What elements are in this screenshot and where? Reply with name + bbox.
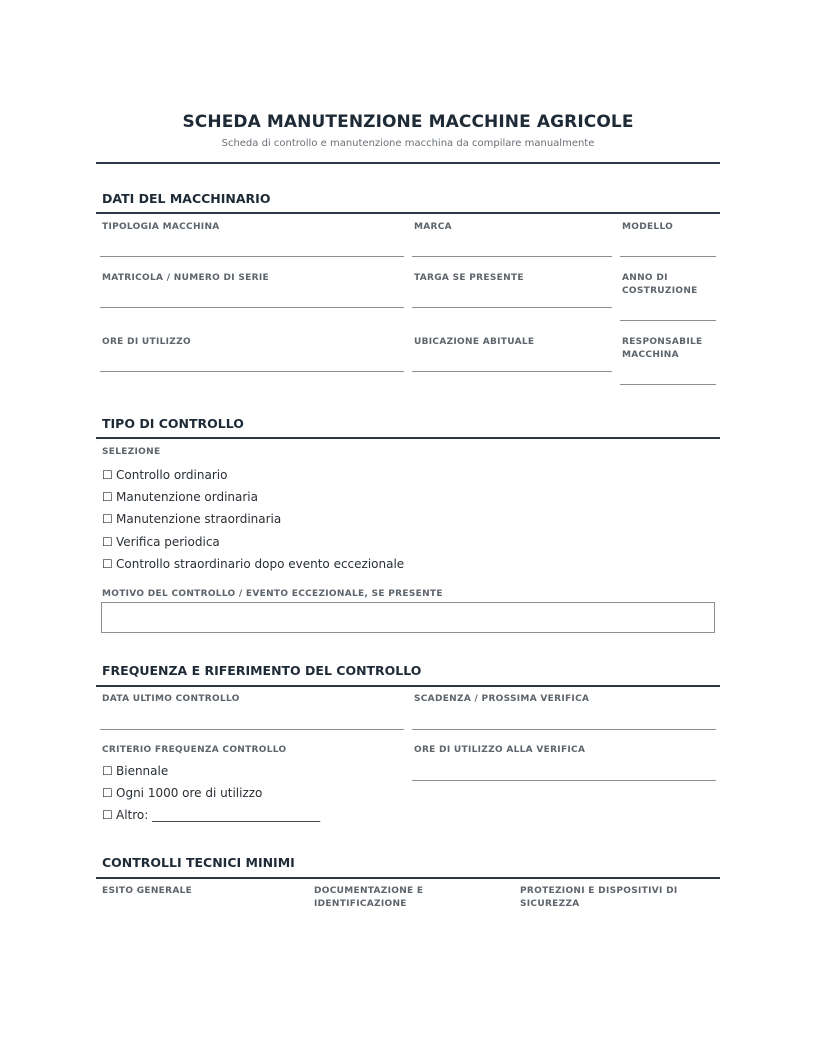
field-label-machine-manager-line1: RESPONSABILE (622, 337, 703, 347)
field-line-brand[interactable] (412, 256, 612, 257)
field-label-plate: TARGA SE PRESENTE (414, 273, 524, 283)
control-type-option-ordinary-check[interactable] (102, 468, 227, 482)
field-line-usage-hours[interactable] (100, 371, 404, 372)
checkbox-icon[interactable]: ☐ (102, 786, 113, 800)
field-label-construction-year-line2: COSTRUZIONE (622, 286, 698, 296)
checkbox-icon[interactable]: ☐ (102, 535, 113, 549)
column-label-documentation-line2: IDENTIFICAZIONE (314, 899, 407, 909)
field-label-brand: MARCA (414, 222, 452, 232)
option-label: Manutenzione ordinaria (116, 490, 258, 504)
field-line-next-check[interactable] (412, 729, 716, 730)
field-line-machine-type[interactable] (100, 256, 404, 257)
column-label-safety-devices-line2: SICUREZZA (520, 899, 580, 909)
document-title: SCHEDA MANUTENZIONE MACCHINE AGRICOLE (182, 112, 634, 132)
section-divider (96, 437, 720, 439)
field-label-machine-manager (622, 336, 702, 362)
field-label-serial-number: MATRICOLA / NUMERO DI SERIE (102, 273, 269, 283)
column-label-general-outcome: ESITO GENERALE (102, 886, 193, 896)
field-label-selection: SELEZIONE (102, 447, 161, 457)
control-type-option-extraordinary-maintenance[interactable] (102, 512, 281, 526)
section-title-control-type: TIPO DI CONTROLLO (102, 416, 244, 431)
field-label-machine-type: TIPOLOGIA MACCHINA (102, 222, 220, 232)
field-line-location[interactable] (412, 371, 612, 372)
section-divider (96, 877, 720, 879)
column-label-safety-devices-line1: PROTEZIONI E DISPOSITIVI DI (520, 886, 678, 896)
field-line-serial-number[interactable] (100, 307, 404, 308)
document-subtitle: Scheda di controllo e manutenzione macchina da compilare manualmente (221, 138, 595, 149)
field-label-location: UBICAZIONE ABITUALE (414, 337, 535, 347)
field-label-construction-year (622, 272, 698, 298)
field-line-hours-at-check[interactable] (412, 780, 716, 781)
frequency-option-every-1000-hours[interactable] (102, 786, 262, 800)
section-title-technical-checks: CONTROLLI TECNICI MINIMI (102, 855, 295, 870)
column-label-documentation-line1: DOCUMENTAZIONE E (314, 886, 424, 896)
section-title-machine-data: DATI DEL MACCHINARIO (102, 191, 271, 206)
field-label-frequency-criterion: CRITERIO FREQUENZA CONTROLLO (102, 745, 287, 755)
option-label: Manutenzione straordinaria (116, 512, 282, 526)
field-label-last-check-date: DATA ULTIMO CONTROLLO (102, 694, 240, 704)
field-line-model[interactable] (620, 256, 716, 257)
field-label-model: MODELLO (622, 222, 674, 232)
field-line-plate[interactable] (412, 307, 612, 308)
control-type-option-ordinary-maintenance[interactable] (102, 490, 258, 504)
control-type-option-periodic-verification[interactable] (102, 535, 220, 549)
checkbox-icon[interactable]: ☐ (102, 764, 113, 778)
section-divider (96, 212, 720, 214)
checkbox-icon[interactable]: ☐ (102, 557, 113, 571)
option-label: Ogni 1000 ore di utilizzo (116, 786, 263, 800)
control-reason-textbox[interactable] (101, 602, 715, 633)
option-label: Altro: ____________________________ (116, 808, 321, 822)
field-line-construction-year[interactable] (620, 320, 716, 321)
field-label-construction-year-line1: ANNO DI (622, 273, 668, 283)
control-type-option-exceptional-event[interactable] (102, 557, 404, 571)
field-label-machine-manager-line2: MACCHINA (622, 350, 679, 360)
field-line-machine-manager[interactable] (620, 384, 716, 385)
checkbox-icon[interactable]: ☐ (102, 490, 113, 504)
option-label: Controllo ordinario (116, 468, 228, 482)
checkbox-icon[interactable]: ☐ (102, 468, 113, 482)
field-line-last-check-date[interactable] (100, 729, 404, 730)
option-label: Verifica periodica (116, 535, 220, 549)
option-label: Controllo straordinario dopo evento eccezionale (116, 557, 405, 571)
frequency-option-biennial[interactable] (102, 764, 168, 778)
option-label: Biennale (116, 764, 169, 778)
section-divider (96, 685, 720, 687)
column-label-documentation (314, 885, 423, 911)
field-label-control-reason: MOTIVO DEL CONTROLLO / EVENTO ECCEZIONALE, SE PRESENTE (102, 589, 443, 599)
field-label-usage-hours: ORE DI UTILIZZO (102, 337, 191, 347)
frequency-option-other[interactable] (102, 808, 320, 822)
form-page (96, 0, 720, 1056)
checkbox-icon[interactable]: ☐ (102, 808, 113, 822)
column-label-safety-devices (520, 885, 678, 911)
section-title-frequency: FREQUENZA E RIFERIMENTO DEL CONTROLLO (102, 663, 422, 678)
field-label-next-check: SCADENZA / PROSSIMA VERIFICA (414, 694, 590, 704)
field-label-hours-at-check: ORE DI UTILIZZO ALLA VERIFICA (414, 745, 586, 755)
header-divider (96, 162, 720, 164)
checkbox-icon[interactable]: ☐ (102, 512, 113, 526)
